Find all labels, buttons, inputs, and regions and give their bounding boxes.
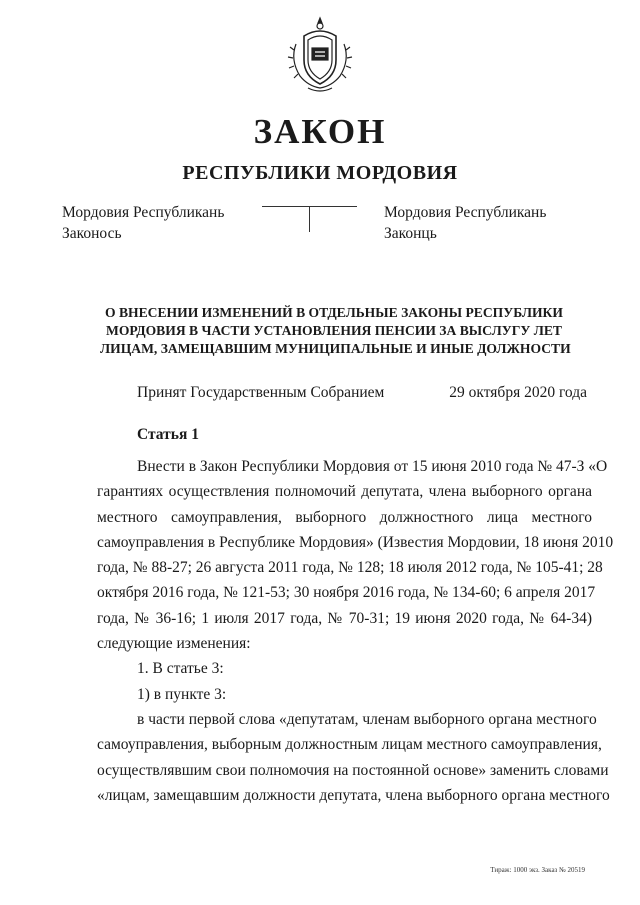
law-name-line-1: О ВНЕСЕНИИ ИЗМЕНЕНИЙ В ОТДЕЛЬНЫЕ ЗАКОНЫ РЕСПУБЛИКИ xyxy=(104,305,563,320)
body-line-5: года, № 88-27; 26 августа 2011 года, № 128; 18 июля 2012 года, № 105-41; 28 xyxy=(97,559,603,577)
body-line-14: «лицам, замещавшим должности депутата, члена выборного органа местного xyxy=(97,786,610,804)
print-run-footer: Тираж: 1000 экз. Заказ № 20519 xyxy=(490,866,585,874)
body-line-1: Внести в Закон Республики Мордовия от 15 июня 2010 года № 47-З «О xyxy=(137,458,608,475)
header-divider-vertical xyxy=(309,206,310,232)
body-line-8: следующие изменения: xyxy=(97,635,251,653)
body-line-3: местного самоуправления, выборного должностного лица местного xyxy=(97,508,592,526)
adopted-date: 29 октября 2020 года xyxy=(449,384,587,401)
law-name-line-2: МОРДОВИЯ В ЧАСТИ УСТАНОВЛЕНИЯ ПЕНСИИ ЗА ВЫСЛУГУ ЛЕТ xyxy=(106,323,562,338)
body-line-6: октября 2016 года, № 121-53; 30 ноября 2016 года, № 134-60; 6 апреля 2017 xyxy=(97,584,596,602)
adopted-by: Принят Государственным Собранием xyxy=(137,384,385,401)
lang-left-line-1: Мордовия Республикань xyxy=(62,204,225,221)
lang-right-line-2: Законць xyxy=(384,225,437,242)
body-line-2: гарантиях осуществления полномочий депутата, члена выборного органа xyxy=(97,483,592,501)
body-line-10: 1) в пункте 3: xyxy=(137,685,227,703)
body-line-9: 1. В статье 3: xyxy=(137,660,224,678)
article-title: Статья 1 xyxy=(137,426,199,443)
law-name-line-3: ЛИЦАМ, ЗАМЕЩАВШИМ МУНИЦИПАЛЬНЫЕ И ИНЫЕ ДОЛЖНОСТИ xyxy=(100,341,571,356)
lang-left-line-2: Законось xyxy=(62,225,122,242)
lang-right-line-1: Мордовия Республикань xyxy=(384,204,547,221)
document-title: ЗАКОН xyxy=(253,112,387,151)
document-subtitle: РЕСПУБЛИКИ МОРДОВИЯ xyxy=(182,162,458,184)
moksha-title-left xyxy=(62,202,224,244)
body-line-13: осуществлявшим свои полномочия на постоянной основе» заменить словами xyxy=(97,761,609,779)
article-body xyxy=(97,454,614,808)
republic-emblem-icon xyxy=(282,14,358,96)
body-line-7: года, № 36-16; 1 июля 2017 года, № 70-31; 19 июня 2020 года, № 64-34) xyxy=(97,609,592,627)
law-name xyxy=(100,304,571,358)
erzya-title-right xyxy=(384,202,546,244)
body-line-12: самоуправления, выборным должностным лицам местного самоуправления, xyxy=(97,736,602,754)
body-line-4: самоуправления в Республике Мордовия» (Известия Мордовии, 18 июня 2010 xyxy=(97,533,614,551)
body-line-11: в части первой слова «депутатам, членам выборного органа местного xyxy=(137,710,597,728)
